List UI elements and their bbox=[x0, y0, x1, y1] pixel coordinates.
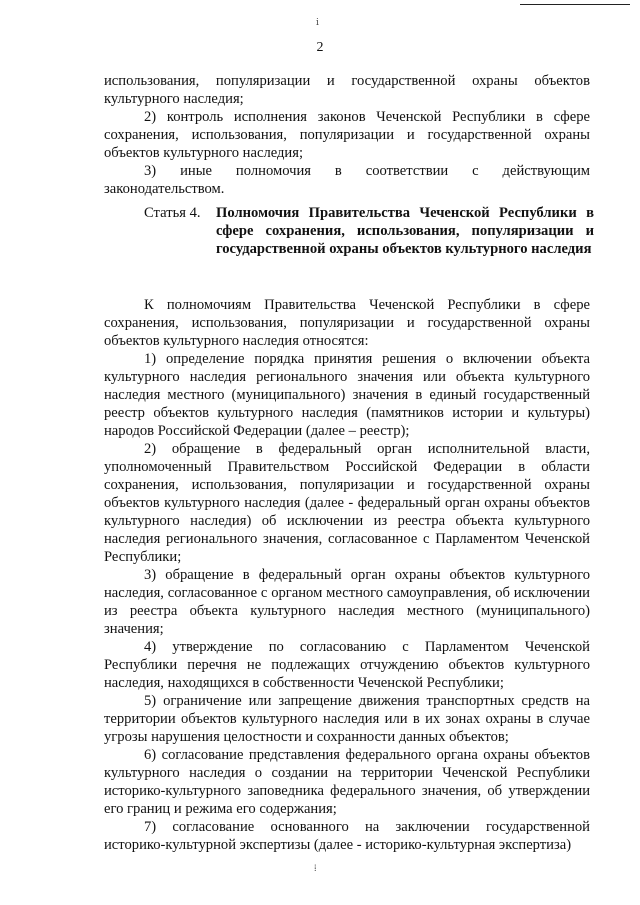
scan-mark-top: ⅰ bbox=[316, 17, 319, 27]
paragraph-item-3: 3) обращение в федеральный орган охраны объектов культурного наследия, согласованное с органом местного самоуправления, об исключении из реестра объекта культурного наследия местного (муниципального) значения; bbox=[104, 567, 590, 637]
page-number: 2 bbox=[316, 40, 324, 55]
paragraph-continuation: использования, популяризации и государственной охраны объектов культурного наследия; bbox=[104, 73, 590, 107]
paragraph-item-2: 2) обращение в федеральный орган исполнительной власти, уполномоченный Правительством Российской Федерации в области сохранения, использования, популяризации и государственной охраны объектов культурного наследия (далее - федеральный орган охраны объектов культурного наследия) об исключении из реестра объекта культурного наследия регионального значения, согласованное с Парламентом Чеченской Республики; bbox=[104, 441, 590, 565]
paragraph-item-7: 7) согласование основанного на заключении государственной историко-культурной экспертизы (далее - историко-культурная экспертиза) bbox=[104, 819, 590, 853]
paragraph-item-5: 5) ограничение или запрещение движения транспортных средств на территории объектов культурного наследия или в их зонах охраны в случае угрозы нарушения целостности и сохранности данных объектов; bbox=[104, 693, 590, 745]
paragraph-item-2: 2) контроль исполнения законов Чеченской Республики в сфере сохранения, использования, популяризации и государственной охраны объектов культурного наследия; bbox=[104, 109, 590, 161]
main-text-block bbox=[104, 296, 590, 854]
article-title: Полномочия Правительства Чеченской Республики в сфере сохранения, использования, популяризации и государственной охраны объектов культурного наследия bbox=[216, 205, 594, 257]
paragraph-item-3: 3) иные полномочия в соответствии с действующим законодательством. bbox=[104, 163, 590, 197]
paragraph-item-1: 1) определение порядка принятия решения о включении объекта культурного наследия регионального значения или объекта культурного наследия местного (муниципального) значения в единый государственный реестр объектов культурного наследия (памятников истории и культуры) народов Российской Федерации (далее – реестр); bbox=[104, 351, 590, 439]
top-rule bbox=[520, 4, 630, 5]
paragraph-item-6: 6) согласование представления федерального органа охраны объектов культурного наследия о создании на территории Чеченской Республики историко-культурного заповедника федерального значения, об утверждении его границ и режима его содержания; bbox=[104, 747, 590, 817]
paragraph-item-4: 4) утверждение по согласованию с Парламентом Чеченской Республики перечня не подлежащих отчуждению объектов культурного наследия, находящихся в собственности Чеченской Республики; bbox=[104, 639, 590, 691]
scan-mark-bottom: ⁞ bbox=[314, 863, 317, 873]
top-text-block bbox=[104, 72, 590, 198]
article-label: Статья 4. bbox=[144, 205, 201, 221]
paragraph-intro: К полномочиям Правительства Чеченской Республики в сфере сохранения, использования, популяризации и государственной охраны объектов культурного наследия относятся: bbox=[104, 297, 590, 349]
